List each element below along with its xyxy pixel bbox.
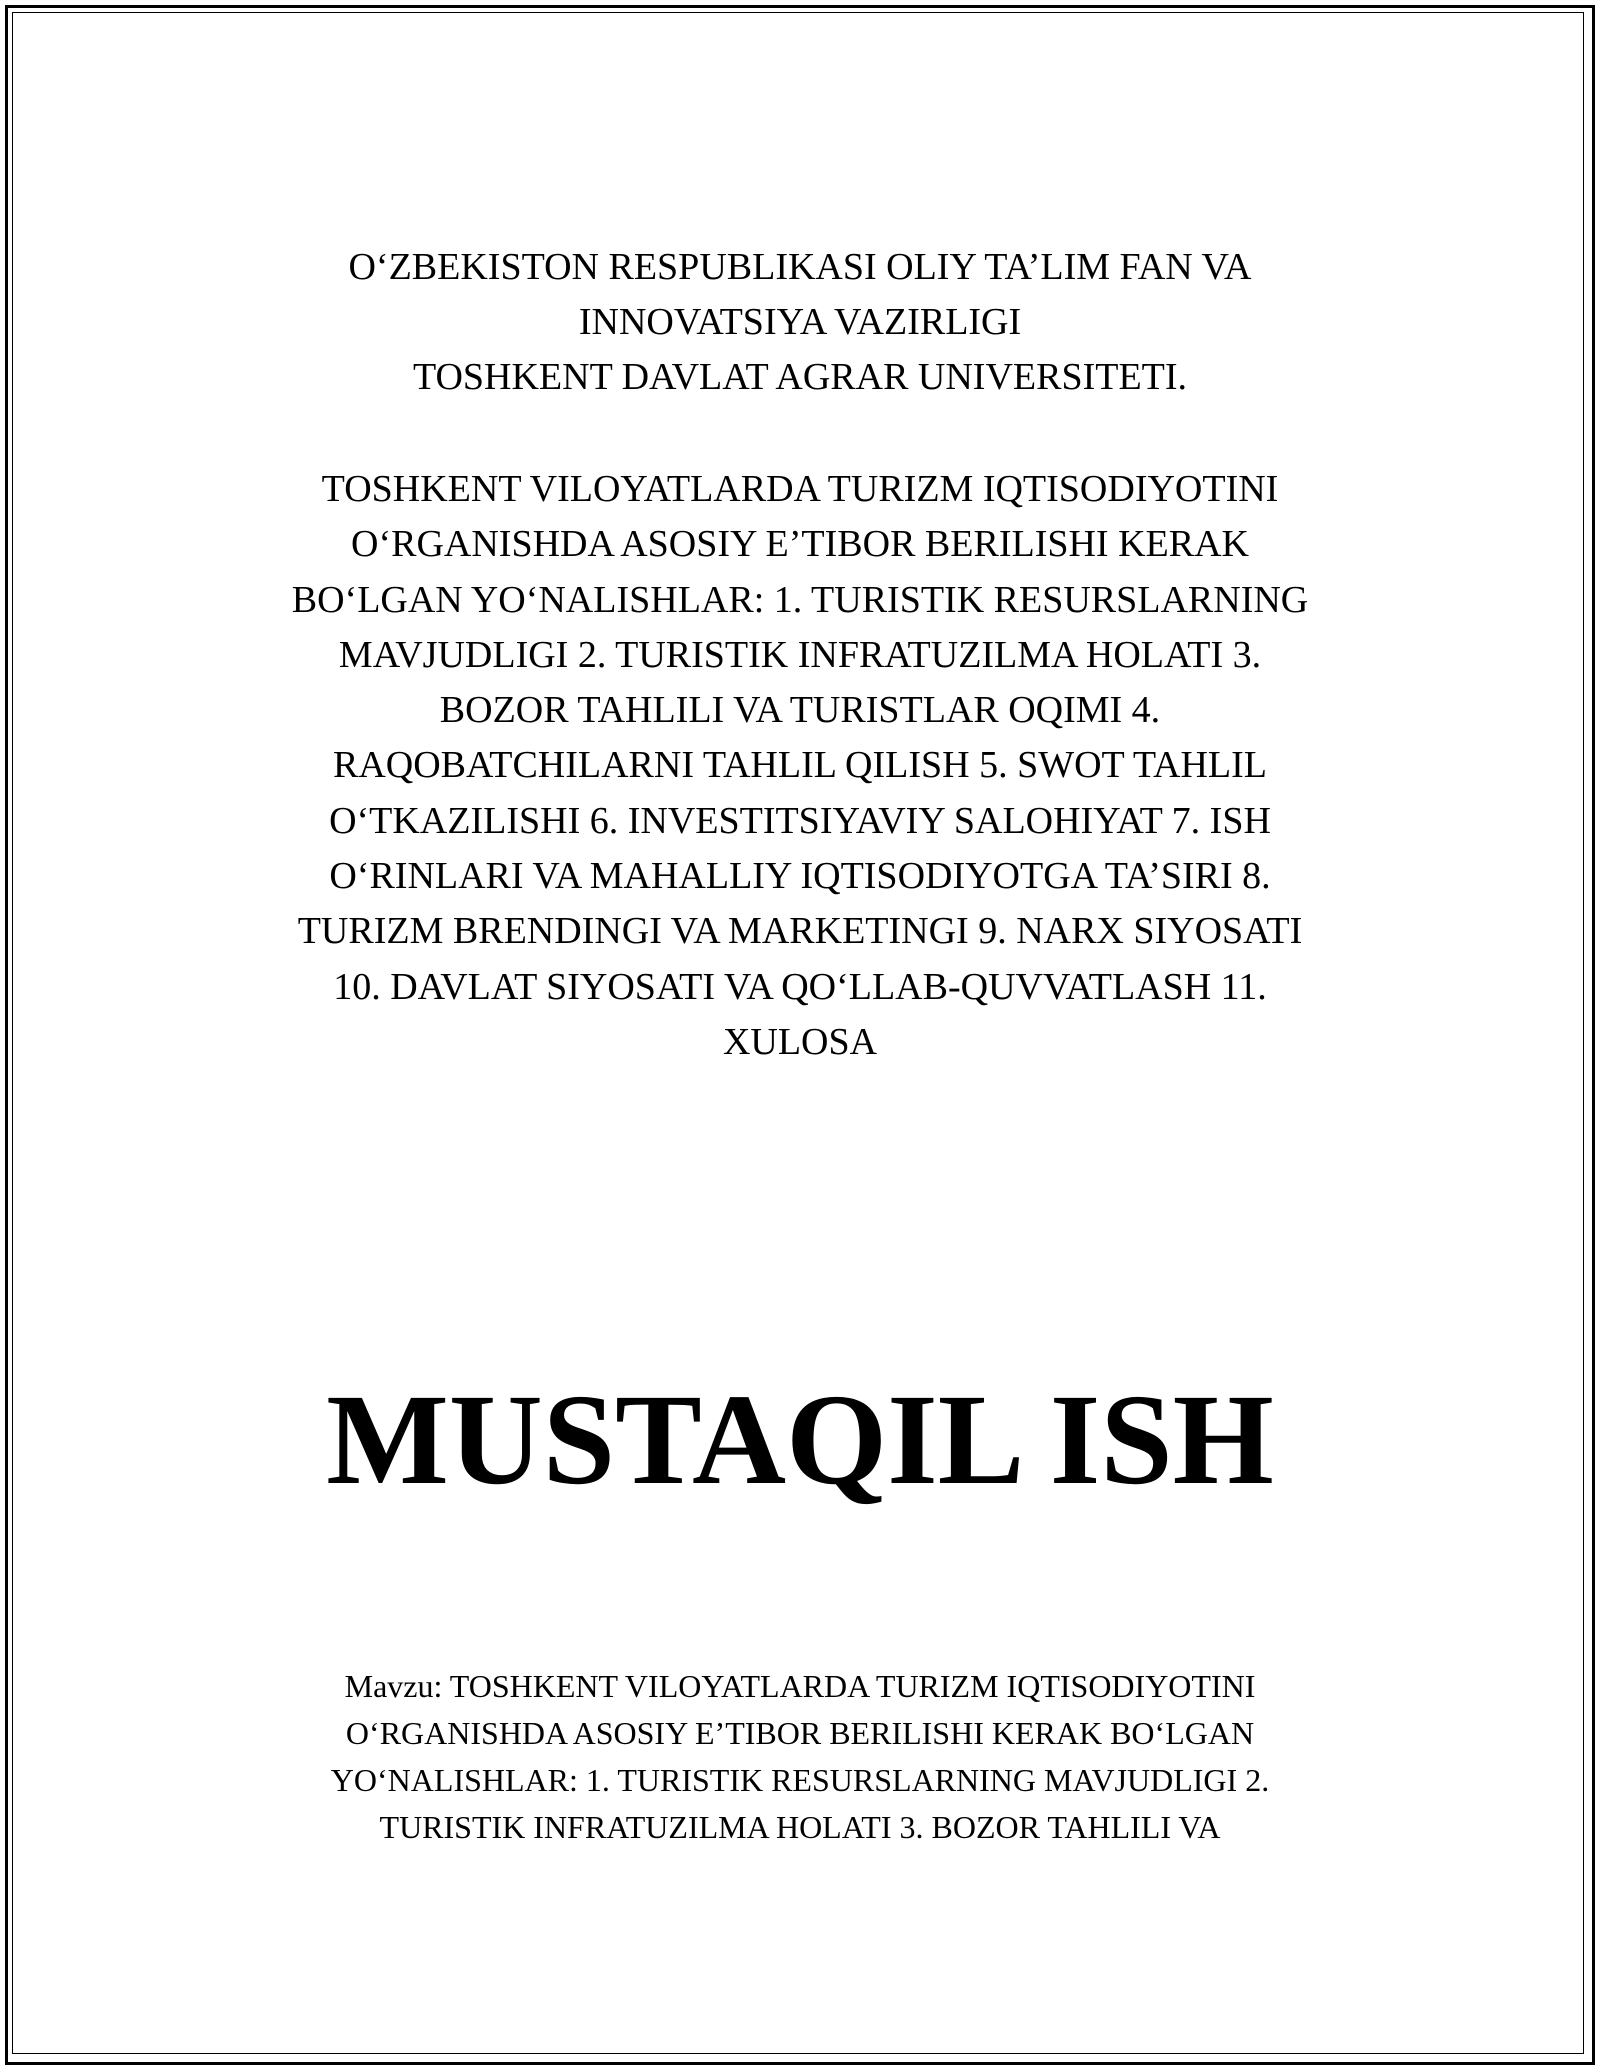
header-line: INNOVATSIYA VAZIRLIGI [578,301,1022,343]
header-line: TOSHKENT DAVLAT AGRAR UNIVERSITETI. [412,356,1188,398]
topic-line: BO‘LGAN YO‘NALISHLAR: 1. TURISTIK RESURSLARNING [291,578,1309,621]
topic-line: RAQOBATCHILARNI TAHLIL QILISH 5. SWOT TAHLIL [333,744,1267,787]
topic-text [0,462,1600,1070]
topic-line: XULOSA [722,1020,878,1063]
subject-line: Mavzu: TOSHKENT VILOYATLARDA TURIZM IQTISODIYOTINI [344,1668,1256,1704]
topic-line: O‘RGANISHDA ASOSIY E’TIBOR BERILISHI KERAK [351,523,1249,566]
subject-line: YO‘NALISHLAR: 1. TURISTIK RESURSLARNING MAVJUDLIGI 2. [330,1762,1270,1798]
institution-header [0,240,1600,405]
topic-line: 10. DAVLAT SIYOSATI VA QO‘LLAB-QUVVATLASH 11. [333,965,1267,1008]
topic-line: TURIZM BRENDINGI VA MARKETINGI 9. NARX SIYOSATI [297,910,1303,953]
subject-line: O‘RGANISHDA ASOSIY E’TIBOR BERILISHI KERAK BO‘LGAN [345,1715,1255,1751]
subject-text [0,1663,1600,1851]
subject-line: TURISTIK INFRATUZILMA HOLATI 3. BOZOR TAHLILI VA [379,1809,1221,1845]
topic-line: MAVJUDLIGI 2. TURISTIK INFRATUZILMA HOLATI 3. [338,633,1262,676]
header-line: O‘ZBEKISTON RESPUBLIKASI OLIY TA’LIM FAN VA [348,246,1252,288]
topic-line: O‘TKAZILISHI 6. INVESTITSIYAVIY SALOHIYAT 7. ISH [329,799,1271,842]
topic-line: O‘RINLARI VA MAHALLIY IQTISODIYOTGA TA’SIRI 8. [329,855,1271,898]
topic-line: BOZOR TAHLILI VA TURISTLAR OQIMI 4. [439,689,1161,732]
topic-line: TOSHKENT VILOYATLARDA TURIZM IQTISODIYOTINI [321,468,1279,510]
document-title: MUSTAQIL ISH [326,1368,1274,1512]
